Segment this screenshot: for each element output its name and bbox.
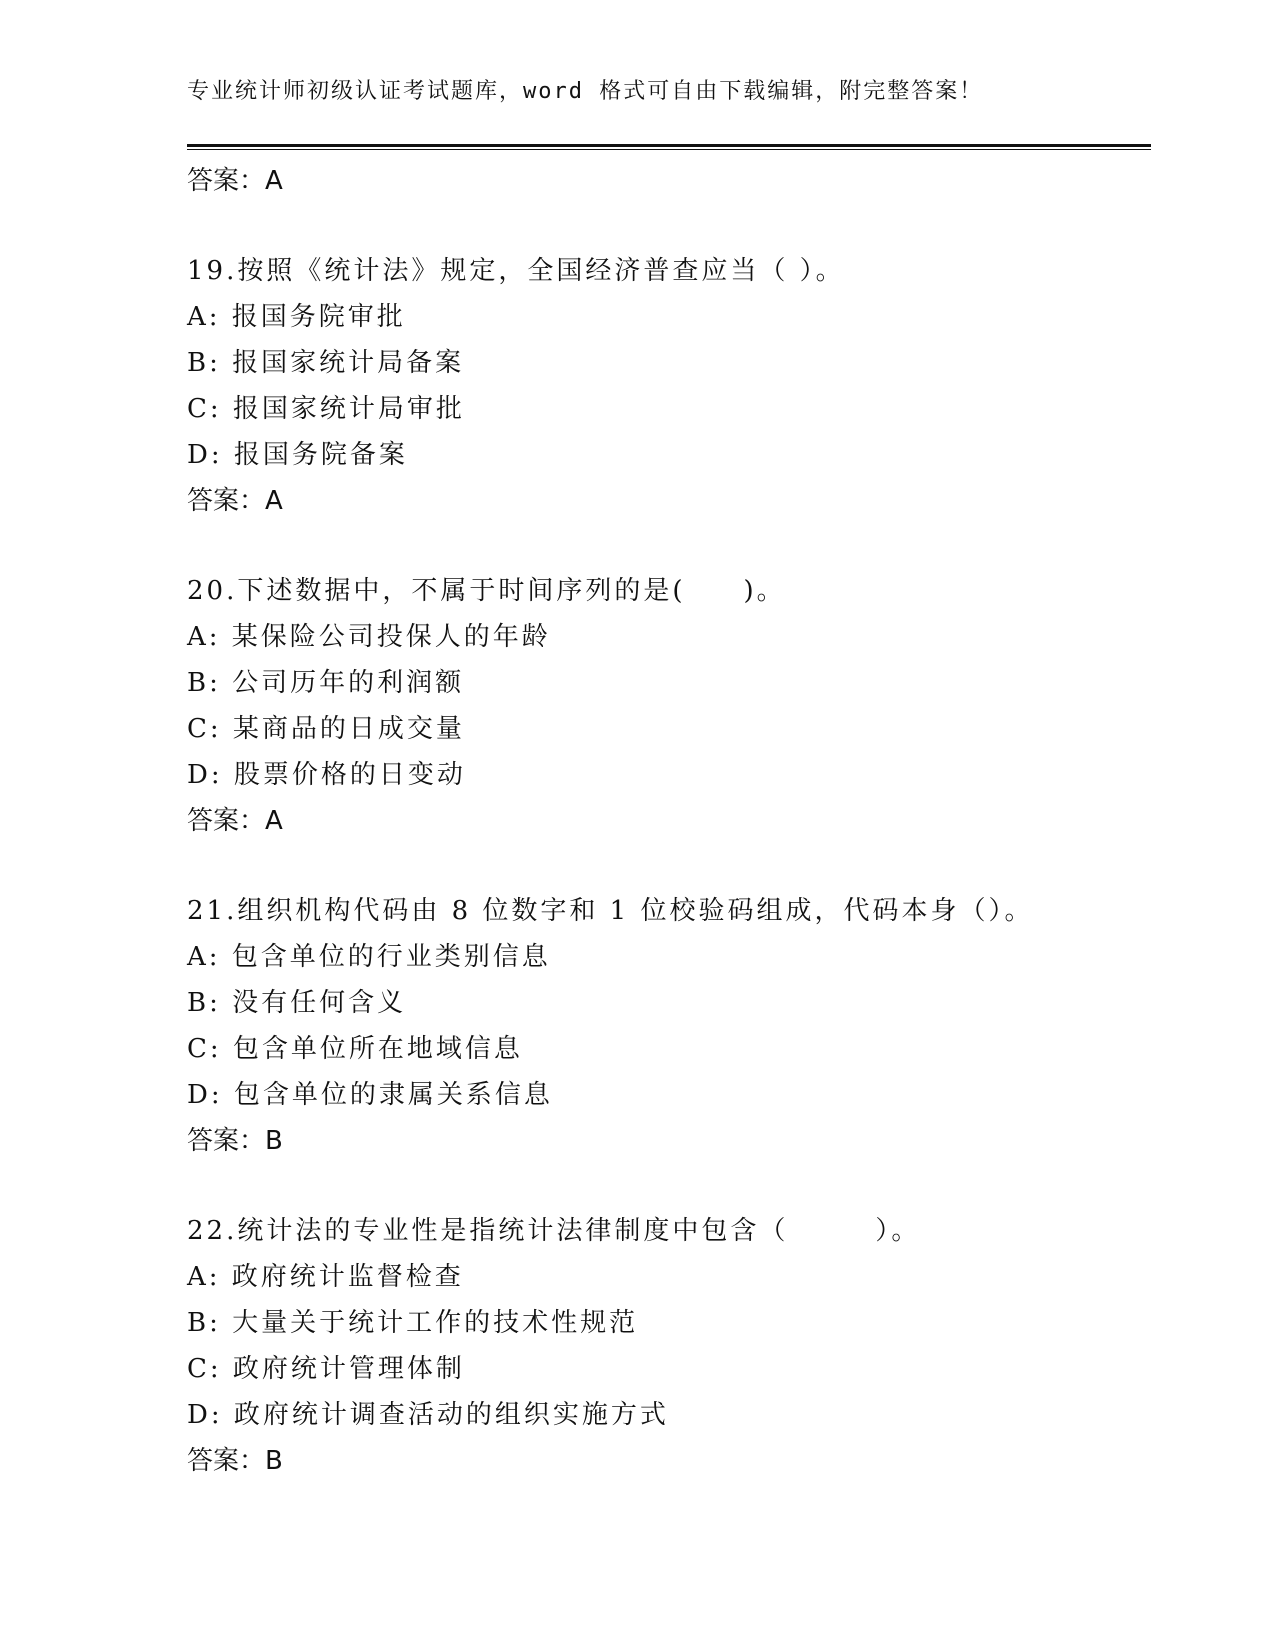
option-d: D: 包含单位的隶属关系信息 <box>187 1080 553 1110</box>
option-c: C: 政府统计管理体制 <box>187 1354 465 1384</box>
option-a: A: 报国务院审批 <box>187 302 406 332</box>
option-a: A: 包含单位的行业类别信息 <box>187 942 551 972</box>
option-d: D: 政府统计调查活动的组织实施方式 <box>187 1400 669 1430</box>
question-20 <box>187 568 1151 844</box>
option-d: D: 报国务院备案 <box>187 440 408 470</box>
option-c: C: 报国家统计局审批 <box>187 394 465 424</box>
question-21 <box>187 888 1151 1164</box>
question-stem: 19.按照《统计法》规定，全国经济普查应当（ ）。 <box>187 256 845 286</box>
question-19 <box>187 248 1151 524</box>
option-b: B: 报国家统计局备案 <box>187 348 465 378</box>
option-d: D: 股票价格的日变动 <box>187 760 466 790</box>
answer-line: 答案：B <box>187 1126 283 1156</box>
header-rule-thick <box>187 144 1151 147</box>
question-stem: 22.统计法的专业性是指统计法律制度中包含（ ）。 <box>187 1216 921 1246</box>
question-22 <box>187 1208 1151 1484</box>
answer-line: 答案：B <box>187 1446 283 1476</box>
answer-line: 答案：A <box>187 806 283 836</box>
page-header: 专业统计师初级认证考试题库，word 格式可自由下载编辑，附完整答案！ <box>187 79 984 104</box>
option-a: A: 政府统计监督检查 <box>187 1262 464 1292</box>
option-b: B: 公司历年的利润额 <box>187 668 465 698</box>
option-b: B: 大量关于统计工作的技术性规范 <box>187 1308 639 1338</box>
answer-line: 答案：A <box>187 166 283 196</box>
question-stem: 21.组织机构代码由 8 位数字和 1 位校验码组成，代码本身（）。 <box>187 896 1034 926</box>
option-b: B: 没有任何含义 <box>187 988 407 1018</box>
option-c: C: 某商品的日成交量 <box>187 714 465 744</box>
option-a: A: 某保险公司投保人的年龄 <box>187 622 551 652</box>
header-rule-thin <box>187 149 1151 150</box>
question-list <box>187 158 1151 1484</box>
answer-line: 答案：A <box>187 486 283 516</box>
question-stem: 20.下述数据中，不属于时间序列的是( )。 <box>187 576 786 606</box>
option-c: C: 包含单位所在地域信息 <box>187 1034 523 1064</box>
